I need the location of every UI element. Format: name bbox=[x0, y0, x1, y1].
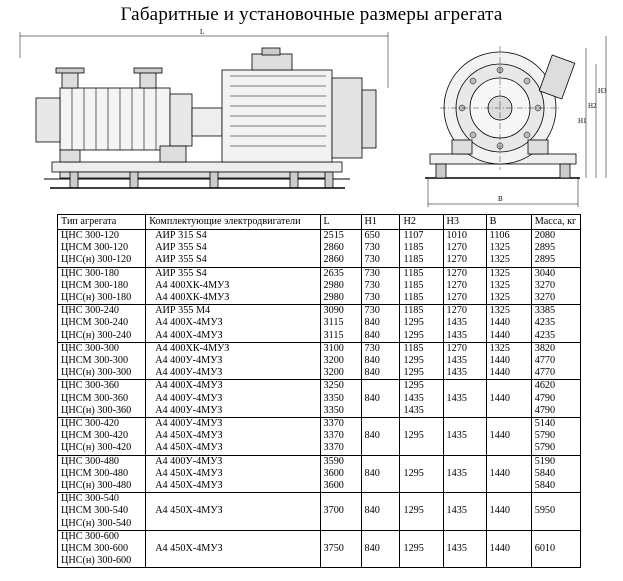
value-cell: 840 bbox=[361, 330, 400, 343]
value-cell: 1440 bbox=[486, 355, 531, 367]
value-cell: 1325 bbox=[486, 280, 531, 292]
dimension-label-h3: H3 bbox=[598, 87, 607, 95]
value-cell: 1295 bbox=[400, 418, 443, 456]
table-row-group bbox=[58, 530, 581, 568]
value-cell: 3270 bbox=[531, 280, 580, 292]
value-cell: 1435 bbox=[443, 330, 486, 343]
value-cell: 2980 bbox=[320, 292, 361, 305]
value-cell: 3115 bbox=[320, 317, 361, 329]
value-cell: 730 bbox=[361, 292, 400, 305]
unit-type-cell: ЦНС(н) 300-180 bbox=[58, 292, 146, 305]
value-cell: 2080 bbox=[531, 230, 580, 243]
table-row bbox=[58, 418, 581, 431]
value-cell: 3115 bbox=[320, 330, 361, 343]
value-cell: 840 bbox=[361, 367, 400, 380]
column-header: Комплектующие электродвигатели bbox=[146, 215, 320, 230]
column-header: H1 bbox=[361, 215, 400, 230]
value-cell: 840 bbox=[361, 355, 400, 367]
value-cell: 1440 bbox=[486, 317, 531, 329]
unit-type-cell: ЦНСМ 300-120 bbox=[58, 242, 146, 254]
unit-type-cell: ЦНС 300-120 bbox=[58, 230, 146, 243]
table-row bbox=[58, 493, 581, 506]
value-cell: 3090 bbox=[320, 305, 361, 318]
dimensions-table bbox=[57, 214, 581, 568]
value-cell: 4235 bbox=[531, 330, 580, 343]
value-cell: 1270 bbox=[443, 254, 486, 267]
value-cell: 2635 bbox=[320, 267, 361, 280]
value-cell: 840 bbox=[361, 317, 400, 329]
unit-type-cell: ЦНС 300-300 bbox=[58, 342, 146, 355]
motor-cell: А4 400У-4МУЗ bbox=[146, 405, 320, 418]
value-cell: 1295 bbox=[400, 493, 443, 531]
table-row-group bbox=[58, 455, 581, 493]
unit-type-cell: ЦНС(н) 300-300 bbox=[58, 367, 146, 380]
value-cell: 2860 bbox=[320, 242, 361, 254]
value-cell: 3350 bbox=[320, 393, 361, 405]
unit-type-cell: ЦНС 300-540 bbox=[58, 493, 146, 506]
table-row bbox=[58, 305, 581, 318]
table-row bbox=[58, 230, 581, 243]
value-cell: 840 bbox=[361, 455, 400, 493]
value-cell: 3820 bbox=[531, 342, 580, 355]
dimension-label-h1: H1 bbox=[578, 117, 587, 125]
table-row bbox=[58, 280, 581, 292]
table-row bbox=[58, 330, 581, 343]
motor-cell: А4 400ХК-4МУЗ bbox=[146, 280, 320, 292]
table-row-group bbox=[58, 342, 581, 380]
value-cell: 3270 bbox=[531, 292, 580, 305]
value-cell: 730 bbox=[361, 254, 400, 267]
value-cell: 1295 bbox=[400, 380, 443, 393]
column-header: Масса, кг bbox=[531, 215, 580, 230]
motor-cell: АИР 355 S4 bbox=[146, 267, 320, 280]
value-cell: 3590 bbox=[320, 455, 361, 468]
unit-type-cell: ЦНСМ 300-480 bbox=[58, 468, 146, 480]
value-cell: 4770 bbox=[531, 367, 580, 380]
unit-type-cell: ЦНСМ 300-300 bbox=[58, 355, 146, 367]
unit-type-cell: ЦНС(н) 300-240 bbox=[58, 330, 146, 343]
value-cell: 1440 bbox=[486, 530, 531, 568]
table-row-group bbox=[58, 305, 581, 343]
value-cell: 1325 bbox=[486, 242, 531, 254]
value-cell: 3350 bbox=[320, 405, 361, 418]
motor-cell: А4 400Х-4МУЗ bbox=[146, 317, 320, 329]
value-cell: 3600 bbox=[320, 480, 361, 493]
value-cell: 1440 bbox=[486, 367, 531, 380]
table-row bbox=[58, 267, 581, 280]
motor-cell: А4 450Х-4МУЗ bbox=[146, 468, 320, 480]
value-cell: 1435 bbox=[443, 530, 486, 568]
value-cell: 730 bbox=[361, 342, 400, 355]
value-cell: 1270 bbox=[443, 242, 486, 254]
value-cell: 1185 bbox=[400, 305, 443, 318]
value-cell: 3370 bbox=[320, 418, 361, 431]
dimension-label-h2: H2 bbox=[588, 102, 597, 110]
motor-cell: А4 450Х-4МУЗ bbox=[146, 530, 320, 568]
unit-type-cell: ЦНС 300-420 bbox=[58, 418, 146, 431]
table-row-group bbox=[58, 380, 581, 418]
value-cell: 1270 bbox=[443, 342, 486, 355]
value-cell: 2895 bbox=[531, 254, 580, 267]
table-row-group bbox=[58, 267, 581, 305]
column-header: H3 bbox=[443, 215, 486, 230]
value-cell: 5950 bbox=[531, 493, 580, 531]
unit-type-cell: ЦНС 300-180 bbox=[58, 267, 146, 280]
side-view-drawing bbox=[20, 32, 388, 188]
motor-cell: А4 400Х-4МУЗ bbox=[146, 330, 320, 343]
value-cell: 730 bbox=[361, 280, 400, 292]
unit-type-cell: ЦНС(н) 300-540 bbox=[58, 518, 146, 531]
motor-cell: А4 400У-4МУЗ bbox=[146, 355, 320, 367]
value-cell: 4620 bbox=[531, 380, 580, 393]
unit-type-cell: ЦНСМ 300-360 bbox=[58, 393, 146, 405]
value-cell: 1185 bbox=[400, 254, 443, 267]
value-cell: 5840 bbox=[531, 468, 580, 480]
value-cell: 1185 bbox=[400, 242, 443, 254]
value-cell: 3370 bbox=[320, 442, 361, 455]
value-cell: 4770 bbox=[531, 355, 580, 367]
value-cell: 1435 bbox=[400, 393, 443, 405]
motor-cell: А4 400У-4МУЗ bbox=[146, 367, 320, 380]
value-cell: 3385 bbox=[531, 305, 580, 318]
table-row-group bbox=[58, 418, 581, 456]
table-row bbox=[58, 317, 581, 329]
value-cell: 1185 bbox=[400, 342, 443, 355]
table-row bbox=[58, 530, 581, 543]
value-cell: 1325 bbox=[486, 305, 531, 318]
value-cell: 1435 bbox=[443, 317, 486, 329]
motor-cell: АИР 355 S4 bbox=[146, 254, 320, 267]
table-row-group bbox=[58, 493, 581, 531]
unit-type-cell: ЦНСМ 300-180 bbox=[58, 280, 146, 292]
unit-type-cell: ЦНС 300-480 bbox=[58, 455, 146, 468]
value-cell: 4235 bbox=[531, 317, 580, 329]
table-row bbox=[58, 342, 581, 355]
value-cell: 3700 bbox=[320, 493, 361, 531]
motor-cell: А4 400У-4МУЗ bbox=[146, 455, 320, 468]
table-row bbox=[58, 242, 581, 254]
column-header: B bbox=[486, 215, 531, 230]
pump-unit-drawing bbox=[0, 28, 623, 208]
unit-type-cell: ЦНС(н) 300-480 bbox=[58, 480, 146, 493]
value-cell: 730 bbox=[361, 305, 400, 318]
column-header: L bbox=[320, 215, 361, 230]
motor-cell: А4 400У-4МУЗ bbox=[146, 418, 320, 431]
table-row bbox=[58, 254, 581, 267]
value-cell: 1270 bbox=[443, 305, 486, 318]
value-cell: 1435 bbox=[443, 493, 486, 531]
value-cell: 1270 bbox=[443, 292, 486, 305]
table-row bbox=[58, 367, 581, 380]
value-cell: 1435 bbox=[443, 418, 486, 456]
value-cell: 1295 bbox=[400, 367, 443, 380]
table-row bbox=[58, 455, 581, 468]
value-cell: 1440 bbox=[486, 330, 531, 343]
value-cell: 840 bbox=[361, 380, 400, 418]
value-cell: 1185 bbox=[400, 292, 443, 305]
value-cell: 650 bbox=[361, 230, 400, 243]
value-cell: 1325 bbox=[486, 292, 531, 305]
value-cell: 5790 bbox=[531, 430, 580, 442]
value-cell: 3100 bbox=[320, 342, 361, 355]
motor-cell: А4 400ХК-4МУЗ bbox=[146, 342, 320, 355]
value-cell: 840 bbox=[361, 493, 400, 531]
value-cell: 1270 bbox=[443, 280, 486, 292]
unit-type-cell: ЦНСМ 300-600 bbox=[58, 543, 146, 555]
value-cell: 5790 bbox=[531, 442, 580, 455]
table-row-group bbox=[58, 230, 581, 268]
table-row bbox=[58, 355, 581, 367]
value-cell: 2515 bbox=[320, 230, 361, 243]
value-cell: 730 bbox=[361, 242, 400, 254]
value-cell: 1435 bbox=[443, 455, 486, 493]
value-cell: 1295 bbox=[400, 355, 443, 367]
value-cell: 1295 bbox=[400, 455, 443, 493]
value-cell: 3040 bbox=[531, 267, 580, 280]
motor-cell: А4 450Х-4МУЗ bbox=[146, 480, 320, 493]
value-cell: 1435 bbox=[400, 405, 443, 418]
unit-type-cell: ЦНС(н) 300-120 bbox=[58, 254, 146, 267]
value-cell: 4790 bbox=[531, 405, 580, 418]
value-cell: 3200 bbox=[320, 355, 361, 367]
unit-type-cell: ЦНС 300-360 bbox=[58, 380, 146, 393]
motor-cell: А4 400У-4МУЗ bbox=[146, 393, 320, 405]
motor-cell: А4 450Х-4МУЗ bbox=[146, 430, 320, 442]
unit-type-cell: ЦНС(н) 300-420 bbox=[58, 442, 146, 455]
value-cell: 2980 bbox=[320, 280, 361, 292]
table-header-row bbox=[58, 215, 581, 230]
value-cell: 3200 bbox=[320, 367, 361, 380]
value-cell: 5140 bbox=[531, 418, 580, 431]
value-cell: 1435 bbox=[443, 355, 486, 367]
value-cell: 1295 bbox=[400, 317, 443, 329]
value-cell: 5840 bbox=[531, 480, 580, 493]
unit-type-cell: ЦНС(н) 300-360 bbox=[58, 405, 146, 418]
motor-cell: А4 400ХК-4МУЗ bbox=[146, 292, 320, 305]
value-cell: 1295 bbox=[400, 530, 443, 568]
unit-type-cell: ЦНСМ 300-240 bbox=[58, 317, 146, 329]
value-cell: 2860 bbox=[320, 254, 361, 267]
value-cell: 1185 bbox=[400, 267, 443, 280]
value-cell: 840 bbox=[361, 530, 400, 568]
table-row bbox=[58, 380, 581, 393]
value-cell: 1440 bbox=[486, 380, 531, 418]
value-cell: 1435 bbox=[443, 367, 486, 380]
value-cell: 1106 bbox=[486, 230, 531, 243]
value-cell: 1107 bbox=[400, 230, 443, 243]
value-cell: 1295 bbox=[400, 330, 443, 343]
value-cell: 3250 bbox=[320, 380, 361, 393]
value-cell: 2895 bbox=[531, 242, 580, 254]
unit-type-cell: ЦНС(н) 300-600 bbox=[58, 555, 146, 568]
value-cell: 3370 bbox=[320, 430, 361, 442]
value-cell: 840 bbox=[361, 418, 400, 456]
value-cell: 1440 bbox=[486, 418, 531, 456]
value-cell: 1325 bbox=[486, 254, 531, 267]
value-cell: 1440 bbox=[486, 455, 531, 493]
column-header: H2 bbox=[400, 215, 443, 230]
value-cell: 730 bbox=[361, 267, 400, 280]
unit-type-cell: ЦНСМ 300-420 bbox=[58, 430, 146, 442]
motor-cell: АИР 355 S4 bbox=[146, 242, 320, 254]
value-cell: 1435 bbox=[443, 380, 486, 418]
unit-type-cell: ЦНСМ 300-540 bbox=[58, 505, 146, 517]
motor-cell: А4 400Х-4МУЗ bbox=[146, 380, 320, 393]
motor-cell: АИР 355 М4 bbox=[146, 305, 320, 318]
column-header: Тип агрегата bbox=[58, 215, 146, 230]
motor-cell: А4 450Х-4МУЗ bbox=[146, 493, 320, 531]
unit-type-cell: ЦНС 300-240 bbox=[58, 305, 146, 318]
unit-type-cell: ЦНС 300-600 bbox=[58, 530, 146, 543]
value-cell: 1185 bbox=[400, 280, 443, 292]
value-cell: 1325 bbox=[486, 342, 531, 355]
value-cell: 1010 bbox=[443, 230, 486, 243]
value-cell: 3600 bbox=[320, 468, 361, 480]
value-cell: 1440 bbox=[486, 493, 531, 531]
motor-cell: АИР 315 S4 bbox=[146, 230, 320, 243]
dimension-label-b: B bbox=[498, 195, 503, 203]
page-title: Габаритные и установочные размеры агрегата bbox=[120, 4, 503, 25]
motor-cell: А4 450Х-4МУЗ bbox=[146, 442, 320, 455]
dimension-label-l: L bbox=[200, 28, 205, 36]
value-cell: 3750 bbox=[320, 530, 361, 568]
value-cell: 1270 bbox=[443, 267, 486, 280]
value-cell: 5190 bbox=[531, 455, 580, 468]
value-cell: 1325 bbox=[486, 267, 531, 280]
value-cell: 6010 bbox=[531, 530, 580, 568]
table-row bbox=[58, 292, 581, 305]
value-cell: 4790 bbox=[531, 393, 580, 405]
